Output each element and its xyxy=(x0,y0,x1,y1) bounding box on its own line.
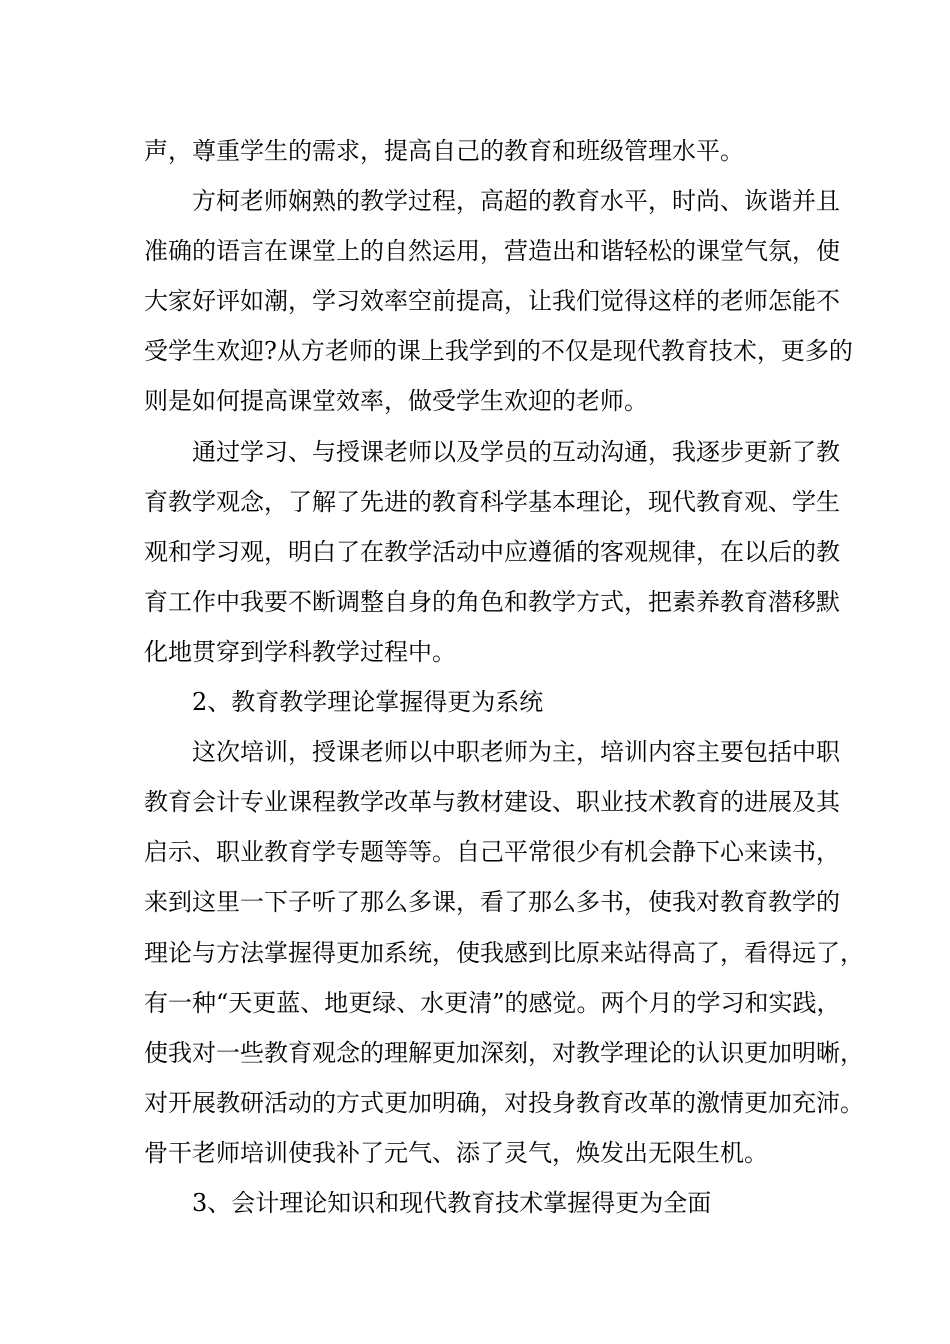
paragraph-line: 育工作中我要不断调整自身的角色和教学方式，把素养教育潜移默 xyxy=(144,587,840,616)
paragraph-line: 教育会计专业课程教学改革与教材建设、职业技术教育的进展及其 xyxy=(144,788,840,817)
document-body xyxy=(144,126,864,1228)
paragraph-line: 受学生欢迎?从方老师的课上我学到的不仅是现代教育技术，更多的 xyxy=(144,337,853,366)
paragraph-line: 化地贯穿到学科教学过程中。 xyxy=(144,637,456,666)
paragraph-line: 使我对一些教育观念的理解更加深刻，对教学理论的认识更加明晰， xyxy=(144,1038,864,1067)
paragraph-line: 方柯老师娴熟的教学过程，高超的教育水平，时尚、诙谐并且 xyxy=(192,187,840,216)
section-heading: 2、教育教学理论掌握得更为系统 xyxy=(192,688,544,717)
paragraph-line: 有一种“天更蓝、地更绿、水更清”的感觉。两个月的学习和实践， xyxy=(144,988,841,1017)
paragraph-line: 启示、职业教育学专题等等。自己平常很少有机会静下心来读书， xyxy=(144,838,840,867)
paragraph-line: 理论与方法掌握得更加系统，使我感到比原来站得高了，看得远了， xyxy=(144,938,864,967)
paragraph-line: 观和学习观，明白了在教学活动中应遵循的客观规律，在以后的教 xyxy=(144,537,840,566)
paragraph-line: 来到这里一下子听了那么多课，看了那么多书，使我对教育教学的 xyxy=(144,888,840,917)
paragraph-line: 骨干老师培训使我补了元气、添了灵气，焕发出无限生机。 xyxy=(144,1138,768,1167)
paragraph-line: 对开展教研活动的方式更加明确，对投身教育改革的激情更加充沛。 xyxy=(144,1088,864,1117)
paragraph-line: 通过学习、与授课老师以及学员的互动沟通，我逐步更新了教 xyxy=(192,437,840,466)
section-heading: 3、会计理论知识和现代教育技术掌握得更为全面 xyxy=(192,1188,712,1217)
paragraph-line: 则是如何提高课堂效率，做受学生欢迎的老师。 xyxy=(144,387,648,416)
paragraph-line: 声，尊重学生的需求，提高自己的教育和班级管理水平。 xyxy=(144,137,744,165)
paragraph-line: 准确的语言在课堂上的自然运用，营造出和谐轻松的课堂气氛，使 xyxy=(144,237,840,266)
paragraph-line: 这次培训，授课老师以中职老师为主，培训内容主要包括中职 xyxy=(192,738,840,767)
paragraph-line: 大家好评如潮，学习效率空前提高，让我们觉得这样的老师怎能不 xyxy=(144,287,840,316)
paragraph-line: 育教学观念，了解了先进的教育科学基本理论，现代教育观、学生 xyxy=(144,487,840,516)
